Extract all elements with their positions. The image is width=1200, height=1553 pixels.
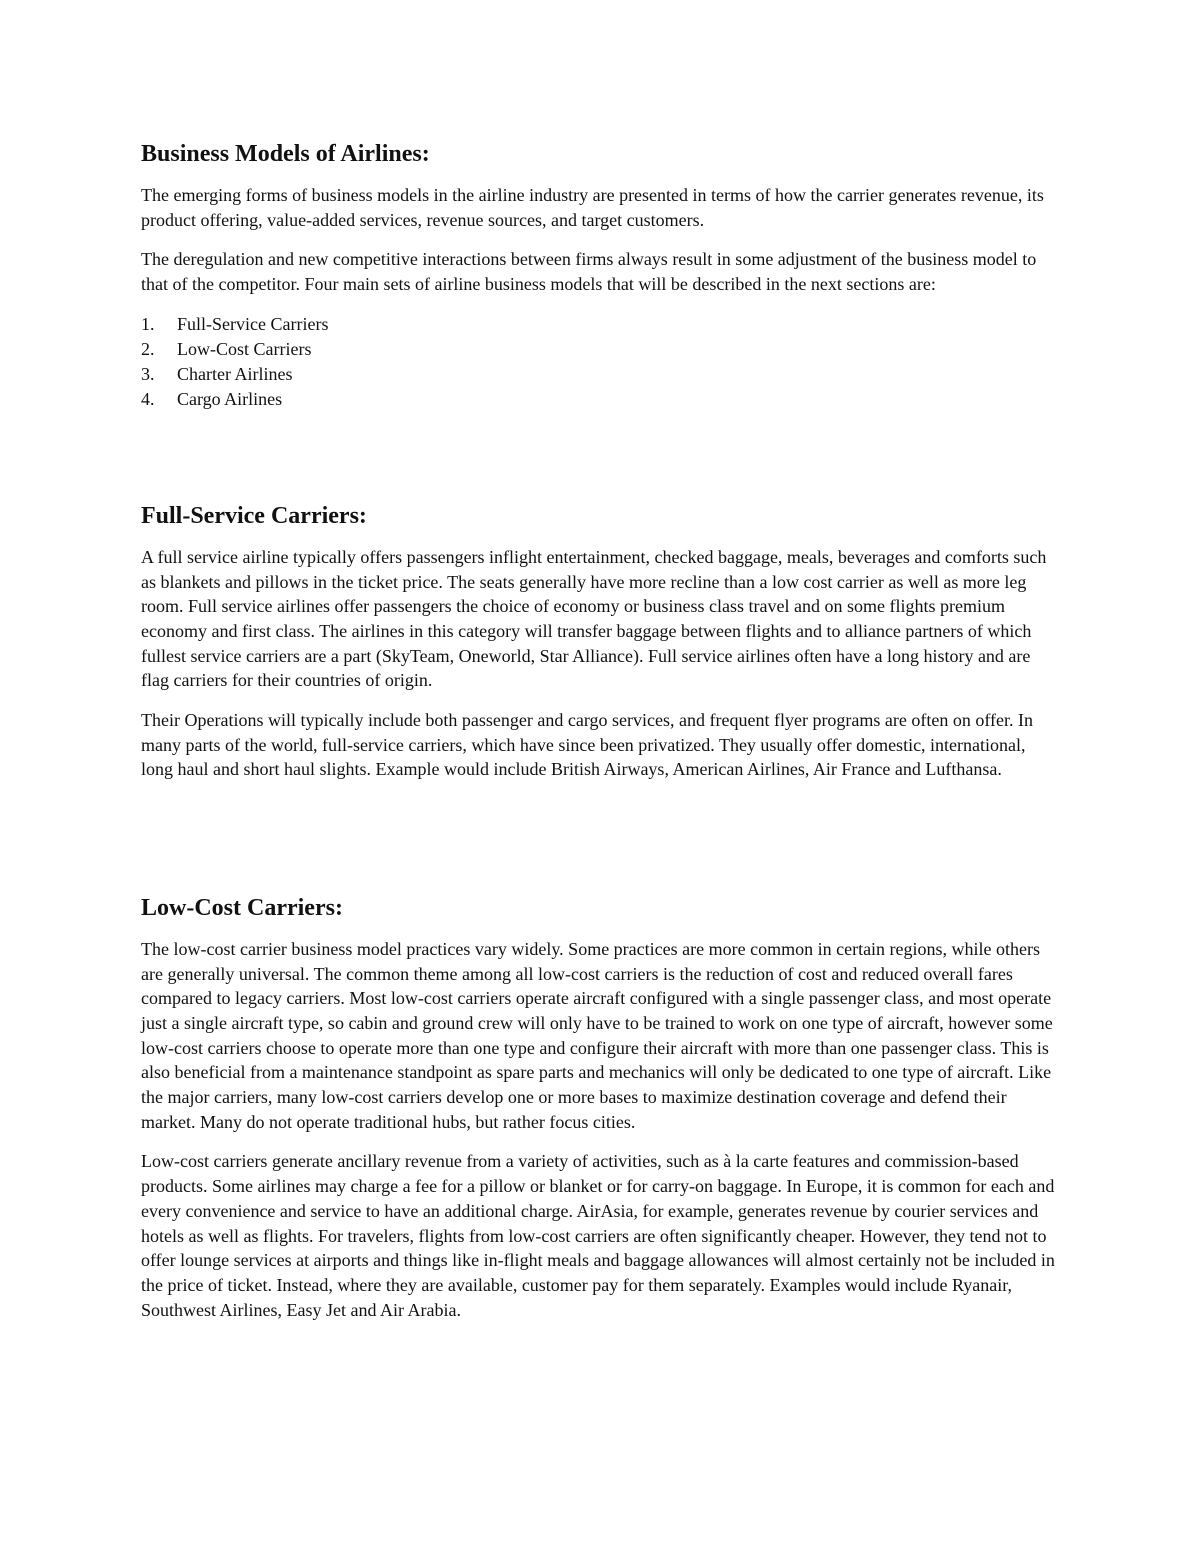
paragraph-low-cost-2: Low-cost carriers generate ancillary revenue from a variety of activities, such as à la carte features and commission-based products. Some airlines may charge a fee for a pillow or blanket or for carry-on baggage. In Europe, it is common for each and every convenience and service to have an additional charge. AirAsia, for example, generates revenue by courier services and hotels as well as flights. For travelers, flights from low-cost carriers are often significantly cheaper. However, they tend not to offer lounge services at airports and things like in-flight meals and baggage allowances will almost certainly not be included in the price of ticket. Instead, where they are available, customer pay for them separately. Examples would include Ryanair, Southwest Airlines, Easy Jet and Air Arabia. <box>141 1151 1055 1320</box>
business-model-list <box>141 312 1056 412</box>
list-number: 3. <box>141 363 155 384</box>
paragraph-deregulation: The deregulation and new competitive interactions between firms always result in some adjustment of the business model to that of the competitor. Four main sets of airline business models that will be described in the next sections are: <box>141 249 1037 294</box>
list-number: 1. <box>141 313 155 334</box>
list-item <box>141 312 1056 337</box>
heading-full-service: Full-Service Carriers: <box>141 503 367 529</box>
paragraph-low-cost-1: The low-cost carrier business model practices vary widely. Some practices are more common in certain regions, while others are generally universal. The common theme among all low-cost carriers is the reduction of cost and reduced overall fares compared to legacy carriers. Most low-cost carriers operate aircraft configured with a single passenger class, and most operate just a single aircraft type, so cabin and ground crew will only have to be trained to work on one type of aircraft, however some low-cost carriers choose to operate more than one type and configure their aircraft with more than one passenger class. This is also beneficial from a maintenance standpoint as spare parts and mechanics will only be dedicated to one type of aircraft. Like the major carriers, many low-cost carriers develop one or more bases to maximize destination coverage and defend their market. Many do not operate traditional hubs, but rather focus cities. <box>141 938 1053 1132</box>
list-text: Low-Cost Carriers <box>177 338 312 359</box>
list-item <box>141 387 1056 412</box>
list-number: 2. <box>141 338 155 359</box>
section-business-models <box>141 140 1056 412</box>
list-text: Charter Airlines <box>177 363 293 384</box>
heading-business-models: Business Models of Airlines: <box>141 141 430 167</box>
paragraph-full-service-2: Their Operations will typically include both passenger and cargo services, and frequent flyer programs are often on offer. In many parts of the world, full-service carriers, which have since been privatized. They usually offer domestic, international, long haul and short haul slights. Example would include British Airways, American Airlines, Air France and Lufthansa. <box>141 710 1034 780</box>
list-item <box>141 362 1056 387</box>
heading-low-cost: Low-Cost Carriers: <box>141 895 343 921</box>
list-text: Full-Service Carriers <box>177 313 329 334</box>
list-item <box>141 337 1056 362</box>
paragraph-intro: The emerging forms of business models in the airline industry are presented in terms of how the carrier generates revenue, its product offering, value-added services, revenue sources, and target customers. <box>141 184 1044 230</box>
section-low-cost <box>141 894 1056 1337</box>
section-full-service <box>141 502 1056 797</box>
list-text: Cargo Airlines <box>177 388 283 409</box>
list-number: 4. <box>141 388 155 409</box>
paragraph-full-service-1: A full service airline typically offers passengers inflight entertainment, checked baggage, meals, beverages and comforts such as blankets and pillows in the ticket price. The seats generally have more recline than a low cost carrier as well as more leg room. Full service airlines offer passengers the choice of economy or business class travel and on some flights premium economy and first class. The airlines in this category will transfer baggage between flights and to alliance partners of which fullest service carriers are a part (SkyTeam, Oneworld, Star Alliance). Full service airlines often have a long history and are flag carriers for their countries of origin. <box>141 546 1047 691</box>
